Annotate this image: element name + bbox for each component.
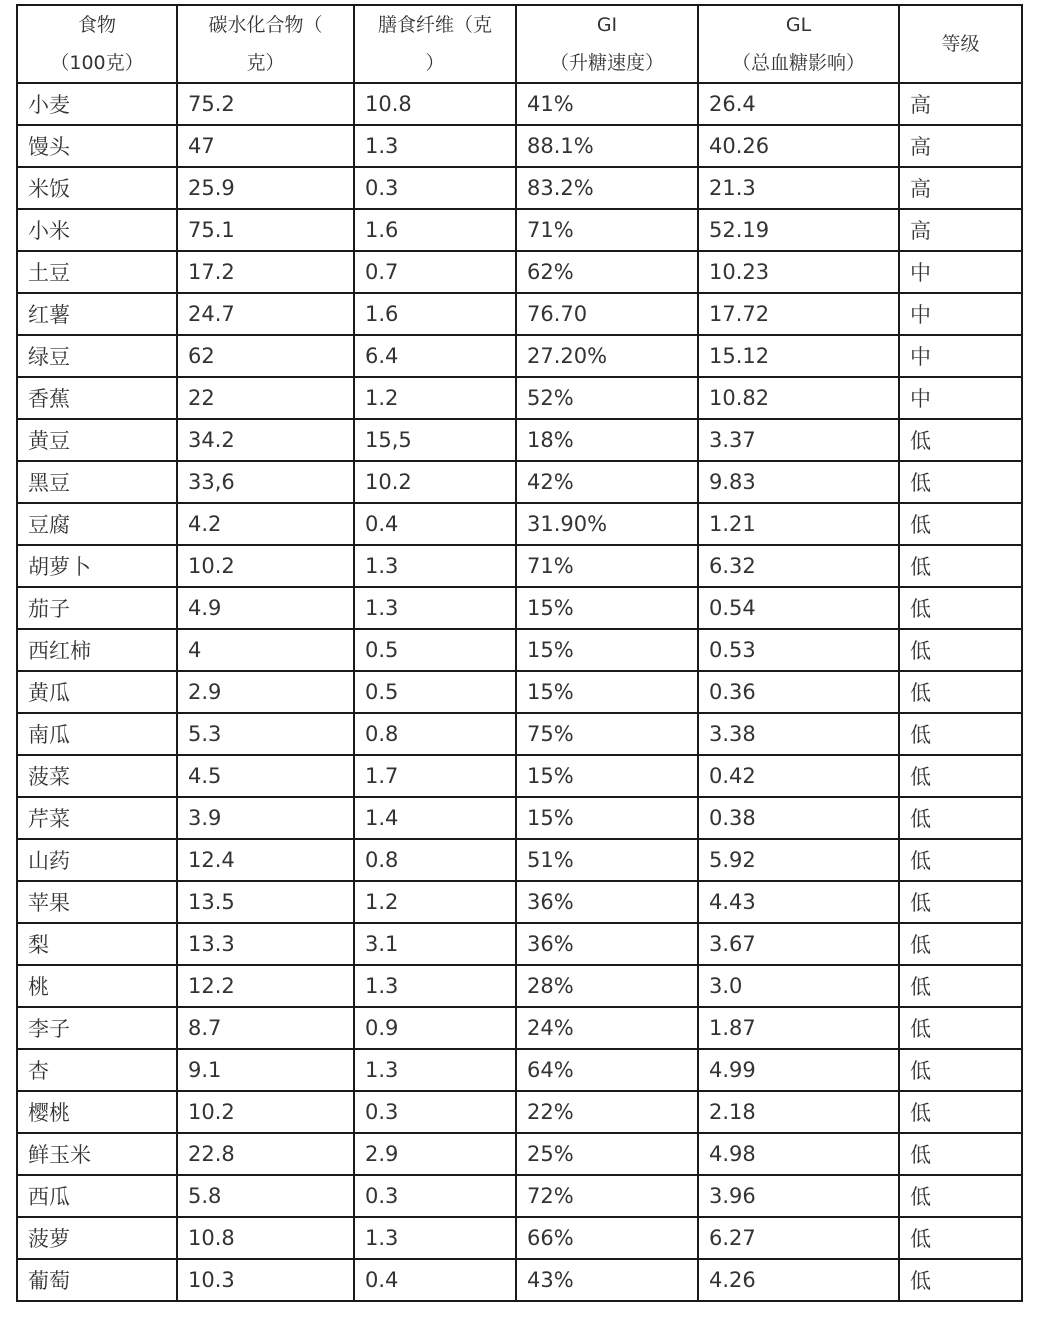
food-cell: 鲜玉米 bbox=[17, 1133, 177, 1175]
carbohydrate-cell: 10.2 bbox=[177, 1091, 354, 1133]
food-cell: 杏 bbox=[17, 1049, 177, 1091]
table-row bbox=[17, 209, 1022, 251]
carbohydrate-cell: 34.2 bbox=[177, 419, 354, 461]
header-carbohydrate-line1: 碳水化合物（ bbox=[208, 14, 323, 36]
level-cell: 低 bbox=[899, 1007, 1022, 1049]
gl-cell: 0.42 bbox=[698, 755, 899, 797]
gi-cell: 27.20% bbox=[516, 335, 698, 377]
table-row bbox=[17, 545, 1022, 587]
header-dietary-fiber bbox=[354, 5, 516, 83]
gi-cell: 43% bbox=[516, 1259, 698, 1301]
fiber-cell: 1.3 bbox=[354, 125, 516, 167]
gi-cell: 76.70 bbox=[516, 293, 698, 335]
food-cell: 馒头 bbox=[17, 125, 177, 167]
gi-cell: 25% bbox=[516, 1133, 698, 1175]
header-row bbox=[17, 5, 1022, 83]
gl-cell: 6.27 bbox=[698, 1217, 899, 1259]
carbohydrate-cell: 8.7 bbox=[177, 1007, 354, 1049]
carbohydrate-cell: 75.2 bbox=[177, 83, 354, 125]
table-row bbox=[17, 923, 1022, 965]
fiber-cell: 0.9 bbox=[354, 1007, 516, 1049]
carbohydrate-cell: 22 bbox=[177, 377, 354, 419]
header-gl-line1: GL bbox=[785, 14, 812, 36]
gl-cell: 4.43 bbox=[698, 881, 899, 923]
level-cell: 低 bbox=[899, 1049, 1022, 1091]
table-header bbox=[17, 5, 1022, 83]
food-cell: 小麦 bbox=[17, 83, 177, 125]
table-row bbox=[17, 1133, 1022, 1175]
table-row bbox=[17, 629, 1022, 671]
table-row bbox=[17, 1007, 1022, 1049]
carbohydrate-cell: 3.9 bbox=[177, 797, 354, 839]
header-carbohydrate-line2: 克） bbox=[246, 52, 285, 74]
gl-cell: 0.38 bbox=[698, 797, 899, 839]
food-cell: 菠萝 bbox=[17, 1217, 177, 1259]
food-cell: 葡萄 bbox=[17, 1259, 177, 1301]
carbohydrate-cell: 12.4 bbox=[177, 839, 354, 881]
level-cell: 低 bbox=[899, 1217, 1022, 1259]
gi-cell: 66% bbox=[516, 1217, 698, 1259]
gl-cell: 9.83 bbox=[698, 461, 899, 503]
carbohydrate-cell: 4.2 bbox=[177, 503, 354, 545]
gi-cell: 64% bbox=[516, 1049, 698, 1091]
food-cell: 土豆 bbox=[17, 251, 177, 293]
table-row bbox=[17, 503, 1022, 545]
food-cell: 茄子 bbox=[17, 587, 177, 629]
gl-cell: 3.38 bbox=[698, 713, 899, 755]
table-row bbox=[17, 125, 1022, 167]
gi-cell: 51% bbox=[516, 839, 698, 881]
header-level bbox=[899, 5, 1022, 83]
fiber-cell: 1.6 bbox=[354, 209, 516, 251]
header-dietary-fiber-line1: 膳食纤维（克 bbox=[377, 14, 492, 36]
fiber-cell: 0.8 bbox=[354, 713, 516, 755]
food-cell: 李子 bbox=[17, 1007, 177, 1049]
level-cell: 高 bbox=[899, 125, 1022, 167]
level-cell: 中 bbox=[899, 335, 1022, 377]
food-cell: 梨 bbox=[17, 923, 177, 965]
gi-cell: 71% bbox=[516, 545, 698, 587]
fiber-cell: 1.2 bbox=[354, 377, 516, 419]
gi-cell: 42% bbox=[516, 461, 698, 503]
level-cell: 低 bbox=[899, 503, 1022, 545]
level-cell: 低 bbox=[899, 629, 1022, 671]
gl-cell: 5.92 bbox=[698, 839, 899, 881]
gl-cell: 1.21 bbox=[698, 503, 899, 545]
fiber-cell: 3.1 bbox=[354, 923, 516, 965]
gi-cell: 15% bbox=[516, 755, 698, 797]
gl-cell: 17.72 bbox=[698, 293, 899, 335]
level-cell: 中 bbox=[899, 251, 1022, 293]
gi-cell: 75% bbox=[516, 713, 698, 755]
gl-cell: 3.67 bbox=[698, 923, 899, 965]
carbohydrate-cell: 33,6 bbox=[177, 461, 354, 503]
fiber-cell: 1.3 bbox=[354, 1049, 516, 1091]
carbohydrate-cell: 25.9 bbox=[177, 167, 354, 209]
table-body bbox=[17, 83, 1022, 1301]
header-gi-line2: （升糖速度） bbox=[549, 52, 664, 74]
table-row bbox=[17, 797, 1022, 839]
gi-data-table bbox=[16, 4, 1023, 1302]
carbohydrate-cell: 5.8 bbox=[177, 1175, 354, 1217]
food-cell: 黄豆 bbox=[17, 419, 177, 461]
gl-cell: 0.36 bbox=[698, 671, 899, 713]
carbohydrate-cell: 22.8 bbox=[177, 1133, 354, 1175]
carbohydrate-cell: 5.3 bbox=[177, 713, 354, 755]
gi-cell: 62% bbox=[516, 251, 698, 293]
header-gl bbox=[698, 5, 899, 83]
level-cell: 中 bbox=[899, 293, 1022, 335]
gl-cell: 10.82 bbox=[698, 377, 899, 419]
level-cell: 低 bbox=[899, 1259, 1022, 1301]
carbohydrate-cell: 2.9 bbox=[177, 671, 354, 713]
level-cell: 低 bbox=[899, 1175, 1022, 1217]
fiber-cell: 15,5 bbox=[354, 419, 516, 461]
header-level-label: 等级 bbox=[941, 33, 980, 55]
fiber-cell: 0.5 bbox=[354, 629, 516, 671]
table-row bbox=[17, 671, 1022, 713]
header-dietary-fiber-line2: ） bbox=[425, 52, 445, 74]
carbohydrate-cell: 12.2 bbox=[177, 965, 354, 1007]
carbohydrate-cell: 10.2 bbox=[177, 545, 354, 587]
fiber-cell: 10.2 bbox=[354, 461, 516, 503]
gl-cell: 3.0 bbox=[698, 965, 899, 1007]
gl-cell: 6.32 bbox=[698, 545, 899, 587]
food-cell: 苹果 bbox=[17, 881, 177, 923]
fiber-cell: 0.7 bbox=[354, 251, 516, 293]
level-cell: 低 bbox=[899, 839, 1022, 881]
carbohydrate-cell: 47 bbox=[177, 125, 354, 167]
level-cell: 低 bbox=[899, 797, 1022, 839]
gi-cell: 15% bbox=[516, 587, 698, 629]
fiber-cell: 1.3 bbox=[354, 1217, 516, 1259]
table-row bbox=[17, 713, 1022, 755]
table-row bbox=[17, 1217, 1022, 1259]
level-cell: 高 bbox=[899, 83, 1022, 125]
fiber-cell: 1.2 bbox=[354, 881, 516, 923]
fiber-cell: 0.8 bbox=[354, 839, 516, 881]
table-row bbox=[17, 1049, 1022, 1091]
level-cell: 低 bbox=[899, 755, 1022, 797]
fiber-cell: 1.4 bbox=[354, 797, 516, 839]
gl-cell: 40.26 bbox=[698, 125, 899, 167]
header-food-line2: （100克） bbox=[50, 52, 144, 74]
fiber-cell: 0.4 bbox=[354, 1259, 516, 1301]
fiber-cell: 1.7 bbox=[354, 755, 516, 797]
level-cell: 中 bbox=[899, 377, 1022, 419]
carbohydrate-cell: 13.3 bbox=[177, 923, 354, 965]
food-cell: 豆腐 bbox=[17, 503, 177, 545]
level-cell: 低 bbox=[899, 1133, 1022, 1175]
fiber-cell: 0.3 bbox=[354, 1091, 516, 1133]
table-row bbox=[17, 251, 1022, 293]
table-row bbox=[17, 965, 1022, 1007]
header-gl-line2: （总血糖影响） bbox=[731, 52, 865, 74]
food-cell: 菠菜 bbox=[17, 755, 177, 797]
level-cell: 低 bbox=[899, 965, 1022, 1007]
fiber-cell: 0.4 bbox=[354, 503, 516, 545]
table-row bbox=[17, 293, 1022, 335]
carbohydrate-cell: 4.9 bbox=[177, 587, 354, 629]
gl-cell: 15.12 bbox=[698, 335, 899, 377]
food-cell: 胡萝卜 bbox=[17, 545, 177, 587]
gi-cell: 31.90% bbox=[516, 503, 698, 545]
table-row bbox=[17, 377, 1022, 419]
carbohydrate-cell: 10.8 bbox=[177, 1217, 354, 1259]
header-gi bbox=[516, 5, 698, 83]
table-row bbox=[17, 587, 1022, 629]
gi-cell: 18% bbox=[516, 419, 698, 461]
level-cell: 低 bbox=[899, 461, 1022, 503]
food-cell: 香蕉 bbox=[17, 377, 177, 419]
food-cell: 桃 bbox=[17, 965, 177, 1007]
carbohydrate-cell: 9.1 bbox=[177, 1049, 354, 1091]
fiber-cell: 1.3 bbox=[354, 965, 516, 1007]
food-cell: 西红柿 bbox=[17, 629, 177, 671]
fiber-cell: 1.3 bbox=[354, 587, 516, 629]
gi-cell: 52% bbox=[516, 377, 698, 419]
gi-cell: 15% bbox=[516, 797, 698, 839]
gl-cell: 0.54 bbox=[698, 587, 899, 629]
table-row bbox=[17, 1091, 1022, 1133]
carbohydrate-cell: 24.7 bbox=[177, 293, 354, 335]
table-row bbox=[17, 755, 1022, 797]
gi-cell: 24% bbox=[516, 1007, 698, 1049]
fiber-cell: 10.8 bbox=[354, 83, 516, 125]
level-cell: 低 bbox=[899, 881, 1022, 923]
carbohydrate-cell: 62 bbox=[177, 335, 354, 377]
food-cell: 芹菜 bbox=[17, 797, 177, 839]
food-cell: 南瓜 bbox=[17, 713, 177, 755]
food-cell: 绿豆 bbox=[17, 335, 177, 377]
carbohydrate-cell: 4 bbox=[177, 629, 354, 671]
gi-cell: 22% bbox=[516, 1091, 698, 1133]
fiber-cell: 6.4 bbox=[354, 335, 516, 377]
gi-cell: 28% bbox=[516, 965, 698, 1007]
gl-cell: 21.3 bbox=[698, 167, 899, 209]
food-cell: 西瓜 bbox=[17, 1175, 177, 1217]
carbohydrate-cell: 75.1 bbox=[177, 209, 354, 251]
fiber-cell: 1.3 bbox=[354, 545, 516, 587]
table-row bbox=[17, 1259, 1022, 1301]
header-food-line1: 食物 bbox=[77, 14, 116, 36]
level-cell: 低 bbox=[899, 419, 1022, 461]
table-row bbox=[17, 881, 1022, 923]
gi-cell: 71% bbox=[516, 209, 698, 251]
fiber-cell: 2.9 bbox=[354, 1133, 516, 1175]
food-cell: 米饭 bbox=[17, 167, 177, 209]
header-food bbox=[17, 5, 177, 83]
table-row bbox=[17, 83, 1022, 125]
fiber-cell: 0.3 bbox=[354, 167, 516, 209]
gl-cell: 0.53 bbox=[698, 629, 899, 671]
level-cell: 低 bbox=[899, 713, 1022, 755]
gl-cell: 4.99 bbox=[698, 1049, 899, 1091]
level-cell: 高 bbox=[899, 209, 1022, 251]
gi-cell: 88.1% bbox=[516, 125, 698, 167]
level-cell: 低 bbox=[899, 545, 1022, 587]
gi-cell: 36% bbox=[516, 923, 698, 965]
gi-cell: 83.2% bbox=[516, 167, 698, 209]
header-gi-line1: GI bbox=[596, 14, 618, 36]
gi-cell: 15% bbox=[516, 671, 698, 713]
gi-cell: 36% bbox=[516, 881, 698, 923]
food-cell: 樱桃 bbox=[17, 1091, 177, 1133]
table-row bbox=[17, 839, 1022, 881]
gl-cell: 1.87 bbox=[698, 1007, 899, 1049]
carbohydrate-cell: 10.3 bbox=[177, 1259, 354, 1301]
food-cell: 黄瓜 bbox=[17, 671, 177, 713]
header-carbohydrate bbox=[177, 5, 354, 83]
gl-cell: 3.96 bbox=[698, 1175, 899, 1217]
food-cell: 红薯 bbox=[17, 293, 177, 335]
food-cell: 小米 bbox=[17, 209, 177, 251]
gl-cell: 52.19 bbox=[698, 209, 899, 251]
gi-cell: 41% bbox=[516, 83, 698, 125]
gl-cell: 10.23 bbox=[698, 251, 899, 293]
gl-cell: 26.4 bbox=[698, 83, 899, 125]
gl-cell: 4.98 bbox=[698, 1133, 899, 1175]
fiber-cell: 0.3 bbox=[354, 1175, 516, 1217]
gl-cell: 4.26 bbox=[698, 1259, 899, 1301]
level-cell: 高 bbox=[899, 167, 1022, 209]
gl-cell: 3.37 bbox=[698, 419, 899, 461]
food-cell: 山药 bbox=[17, 839, 177, 881]
level-cell: 低 bbox=[899, 671, 1022, 713]
level-cell: 低 bbox=[899, 923, 1022, 965]
table-row bbox=[17, 461, 1022, 503]
level-cell: 低 bbox=[899, 1091, 1022, 1133]
table-row bbox=[17, 1175, 1022, 1217]
table-row bbox=[17, 335, 1022, 377]
food-cell: 黑豆 bbox=[17, 461, 177, 503]
gi-cell: 15% bbox=[516, 629, 698, 671]
table-row bbox=[17, 419, 1022, 461]
carbohydrate-cell: 17.2 bbox=[177, 251, 354, 293]
fiber-cell: 1.6 bbox=[354, 293, 516, 335]
carbohydrate-cell: 4.5 bbox=[177, 755, 354, 797]
carbohydrate-cell: 13.5 bbox=[177, 881, 354, 923]
gl-cell: 2.18 bbox=[698, 1091, 899, 1133]
gi-cell: 72% bbox=[516, 1175, 698, 1217]
table-row bbox=[17, 167, 1022, 209]
level-cell: 低 bbox=[899, 587, 1022, 629]
fiber-cell: 0.5 bbox=[354, 671, 516, 713]
